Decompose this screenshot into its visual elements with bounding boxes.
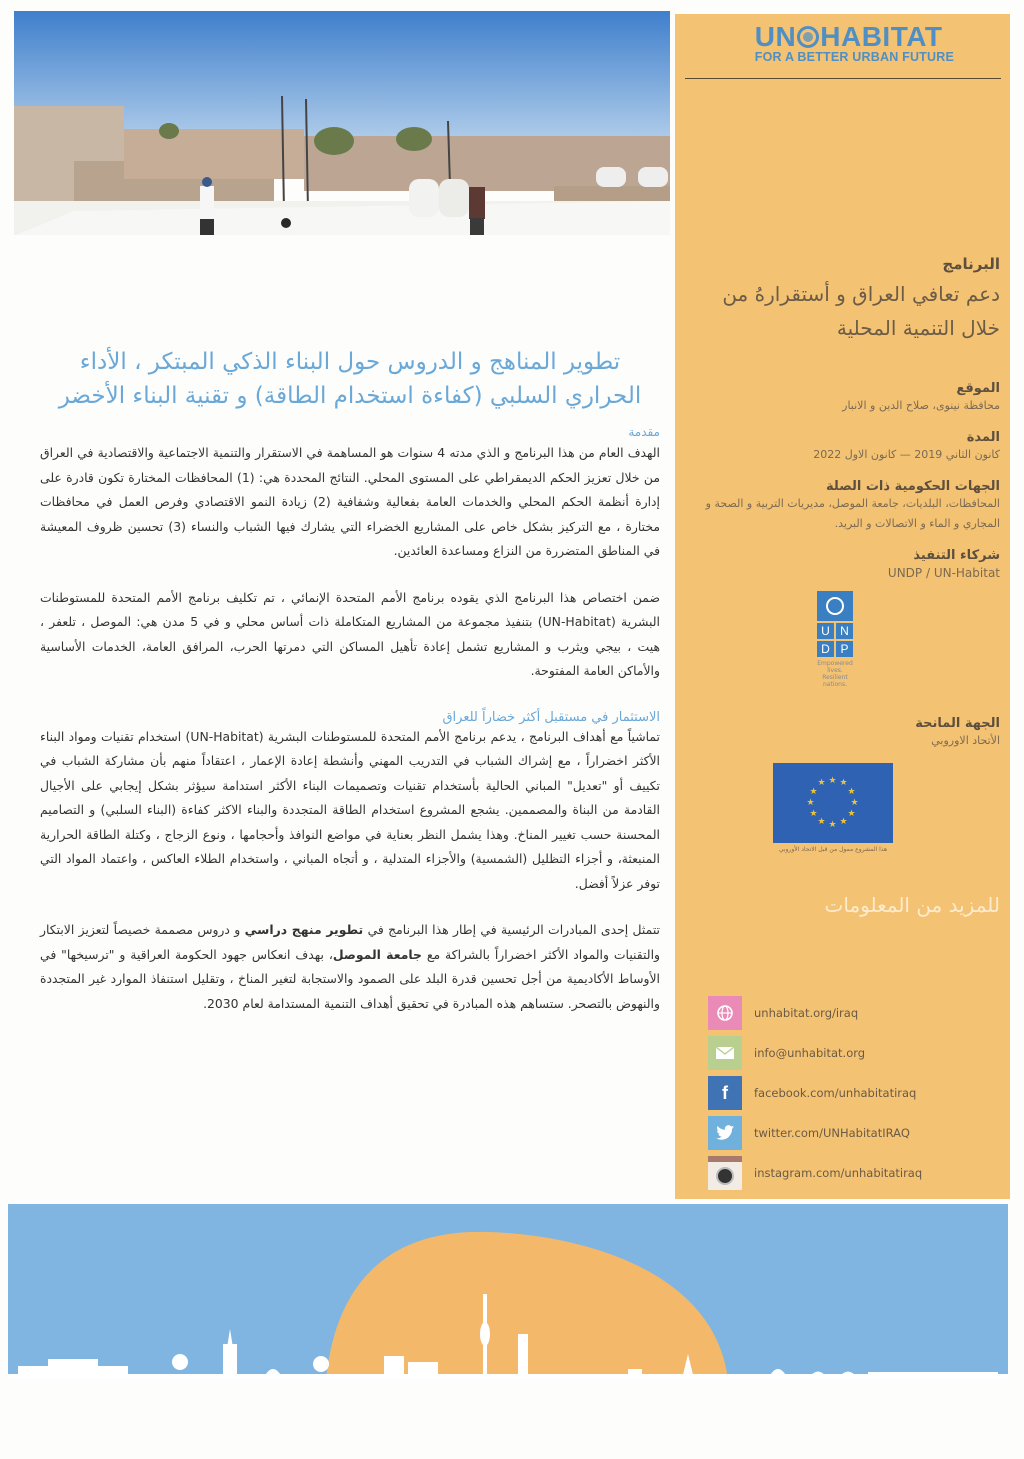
p4-bold-curriculum: تطوير منهج دراسي bbox=[244, 922, 364, 937]
donor-value: الأتحاد الاوروبي bbox=[931, 734, 1000, 747]
un-habitat-logo bbox=[755, 22, 954, 64]
contact-website[interactable] bbox=[708, 993, 922, 1033]
contact-list bbox=[708, 993, 922, 1193]
contact-email-text[interactable]: info@unhabitat.org bbox=[754, 1046, 866, 1060]
rooftop-photo bbox=[14, 11, 670, 235]
paragraph-green-building: تماشياً مع أهداف البرنامج ، يدعم برنامج الأمم المتحدة للمستوطنات البشرية (UN-Habitat) استخدام تقنيات ومواد البناء الأكثر اخضراراً ، مع إشراك الشباب في التدريب المهني وأنشطة إعادة الإعمار ، اعتقاداً منهم بأن مشاركة الشباب في تكييف أو "تعديل" المباني الحالية بأستخدام تقنيات وتصميمات البناء الأكثر استدامة سيؤثر بشكل إيجابي على الأجيال القادمة من البناة والمصممين. يشجع المشروع استخدام الطاقة المتجددة والبناء الاكثر كفاءة (البناء السلبي) و التصاميم المحسنة حسب تغيير المناخ. وهذا يشمل النظر بعناية في مواضع النوافذ وأحجامها ، ونوع الزجاج ، وكتلة الطاقة الحرارية المنبعثة، و أجزاء التظليل (الشمسية) والأجزاء المتدلية ، و أتجاه المباني ، واستخدام الطلاء العاكس ، واعتماد المواد التي توفر عزلاً أفضل. bbox=[40, 728, 660, 891]
contact-twitter[interactable] bbox=[708, 1113, 922, 1153]
location-heading: الموقع bbox=[956, 381, 1000, 396]
intro-paragraph: الهدف العام من هذا البرنامج و الذي مدته 4 سنوات هو المساهمة في الاستقرار والتنمية الاجتماعية والاقتصادية في العراق من خلال تعزيز الحكم الديمقراطي على المستوى المحلي. النتائج المحددة هي: (1) المحافظات المختارة تكون قادرة على إدارة أنظمة الحكم المحلي والخدمات العامة بفعالية وشفافية (2) زيادة النمو الاقتصادي وفرص العمل في محافظات مختارة ، مع التركيز بشكل خاص على المشاريع الخضراء التي يشارك فيها الشباب والنساء (3) تحسين ظروف المعيشة في المناطق المتضررة من النزاع ومساعدة العائدين. bbox=[40, 445, 660, 558]
eu-star-icon: ★ bbox=[828, 819, 837, 830]
paragraph-curriculum-initiative bbox=[40, 918, 660, 1016]
partners-value: UNDP / UN-Habitat bbox=[887, 566, 1000, 580]
facebook-icon: f bbox=[708, 1076, 742, 1110]
program-title: دعم تعافي العراق و أستقرارهُ من خلال التنمية المحلية bbox=[722, 282, 1000, 340]
main-content bbox=[40, 345, 660, 1016]
eu-star-icon: ★ bbox=[828, 775, 837, 786]
program-heading: البرنامج bbox=[942, 255, 1000, 273]
more-info-heading: للمزيد من المعلومات bbox=[824, 893, 1000, 917]
rooftop-painting-photo bbox=[14, 11, 670, 235]
undp-letter: D bbox=[817, 641, 834, 657]
eu-star-icon: ★ bbox=[839, 778, 848, 789]
contact-email[interactable] bbox=[708, 1033, 922, 1073]
un-emblem-icon bbox=[797, 26, 819, 48]
undp-caption: Empowered lives. Resilient nations. bbox=[817, 660, 853, 688]
contact-facebook-text[interactable]: facebook.com/unhabitatiraq bbox=[754, 1086, 917, 1100]
section-heading-greener-future: الاستثمار في مستقبل أكثر خضاراً للعراق bbox=[442, 709, 660, 725]
globe-icon bbox=[708, 996, 742, 1030]
eu-star-icon: ★ bbox=[850, 797, 859, 808]
undp-logo bbox=[817, 591, 853, 688]
logo-text-un: UN bbox=[754, 21, 797, 52]
eu-star-icon: ★ bbox=[847, 808, 856, 819]
un-emblem-icon bbox=[817, 591, 853, 621]
contact-instagram-text[interactable]: instagram.com/unhabitatiraq bbox=[754, 1166, 923, 1180]
eu-star-icon: ★ bbox=[817, 778, 826, 789]
location-value: محافظة نينوى، صلاح الدين و الانبار bbox=[842, 399, 1000, 412]
duration-value: كانون الثاني 2019 — كانون الاول 2022 bbox=[813, 448, 1000, 461]
p4-bold-university: جامعة الموصل bbox=[332, 946, 422, 962]
logo-divider bbox=[685, 78, 1001, 79]
intro-heading: مقدمة bbox=[628, 425, 660, 439]
twitter-icon bbox=[708, 1116, 742, 1150]
paragraph-un-habitat-role: ضمن اختصاص هذا البرنامج الذي يقوده برنامج الأمم المتحدة الإنمائي ، تم تكليف برنامج الأمم المتحدة للمستوطنات البشرية (UN-Habitat) بتنفيذ مجموعة من المشاريع المتكاملة ذات أساس محلي و في 5 مدن هي: الموصل ، تلعفر ، هيت ، بيجي ويثرب و المشاريع تشمل إعادة تأهيل المساكن التي دمرتها الحرب، المرافق العامة، الخدمات الأساسية والأماكن العامة المفتوحة. bbox=[40, 589, 660, 678]
eu-star-icon: ★ bbox=[809, 786, 818, 797]
document-title: تطوير المناهج و الدروس حول البناء الذكي المبتكر ، الأداء الحراري السلبي (كفاءة استخدام الطاقة) و تقنية البناء الأخضر bbox=[58, 349, 642, 409]
eu-caption: هذا المشروع ممول من قبل الاتحاد الأوروبي bbox=[778, 846, 888, 853]
footer-skyline-banner bbox=[8, 1204, 1008, 1379]
eu-star-icon: ★ bbox=[847, 786, 856, 797]
mail-icon bbox=[708, 1036, 742, 1070]
p4-text-1: تتمثل إحدى المبادرات الرئيسية في إطار هذا البرنامج في bbox=[363, 922, 661, 937]
partners-heading: شركاء التنفيذ bbox=[913, 548, 1000, 563]
contact-facebook[interactable] bbox=[708, 1073, 922, 1113]
eu-star-icon: ★ bbox=[806, 797, 815, 808]
logo-tagline: FOR A BETTER URBAN FUTURE bbox=[754, 50, 954, 64]
contact-website-text[interactable]: unhabitat.org/iraq bbox=[754, 1006, 859, 1020]
p4-text-3: ، بهدف انعكاس جهود الحكومة العراقية و "ترسيخها" في الأوساط الأكاديمية من أجل تحسين قدرة البلد على الصمود والاستجابة لتغير المناخ ، وتقليل استنفاذ الموارد غير المتجددة والنهوض بالتصحر. ستساهم هذه المبادرة في تحقيق أهداف التنمية المستدامة لعام 2030. bbox=[40, 946, 660, 1011]
sidebar-content bbox=[690, 255, 1000, 917]
logo-text-habitat: HABITAT bbox=[820, 21, 943, 52]
undp-letter: U bbox=[817, 623, 834, 639]
contact-twitter-text[interactable]: twitter.com/UNHabitatIRAQ bbox=[754, 1126, 910, 1140]
eu-star-icon: ★ bbox=[839, 816, 848, 827]
undp-letter: N bbox=[836, 623, 853, 639]
duration-heading: المدة bbox=[966, 430, 1000, 445]
city-skyline-icon bbox=[8, 1204, 1008, 1379]
p4-text-2: و دروس مصممة خصيصاً لتعزيز الابتكار والتقنيات والمواد الأكثر اخضراراً بالشراكة مع bbox=[40, 922, 661, 962]
instagram-icon bbox=[708, 1156, 742, 1190]
gov-entities-value: المحافظات، البلديات، جامعة الموصل، مديريات التربية و الصحة و المجاري و الماء و الاتصالات و البريد. bbox=[705, 497, 1000, 530]
donor-heading: الجهة المانحة bbox=[915, 716, 1000, 731]
eu-flag-icon bbox=[773, 763, 893, 843]
contact-instagram[interactable] bbox=[708, 1153, 922, 1193]
undp-letter: P bbox=[836, 641, 853, 657]
gov-entities-heading: الجهات الحكومية ذات الصلة bbox=[826, 479, 1000, 494]
eu-star-icon: ★ bbox=[817, 816, 826, 827]
eu-star-icon: ★ bbox=[809, 808, 818, 819]
